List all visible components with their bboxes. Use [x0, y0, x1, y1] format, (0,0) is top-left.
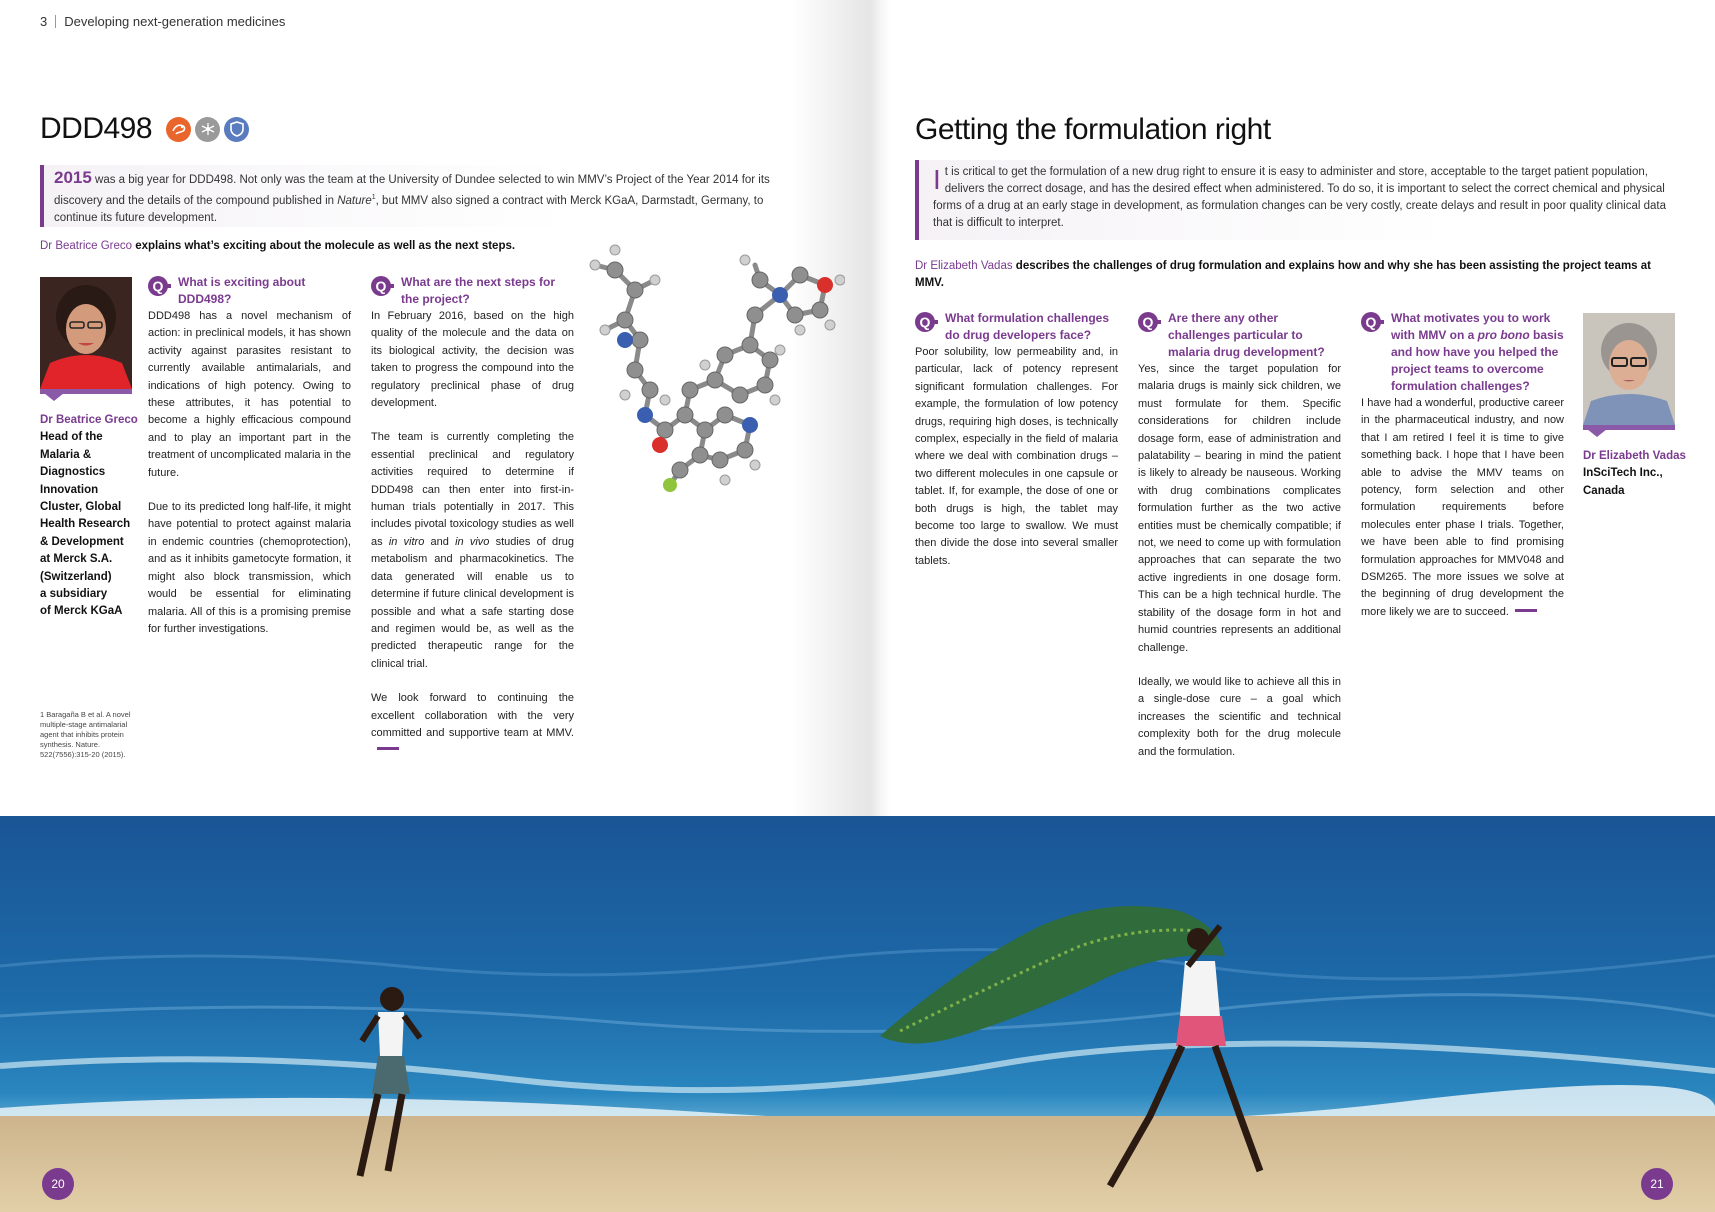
- question-text: What motivates you to work with MMV on a pro bono basis and how have you helped the project teams to overcome formulation challenges?: [1391, 311, 1564, 393]
- answer-paragraph: Due to its predicted long half-life, it might have potential to protect against malaria in endemic countries (chemoprotection), and as it inhibits gametocyte formation, it might also block transmission, which would be essential for eliminating malaria. All of this is a promising premise for further investigations.: [148, 501, 351, 635]
- person-role-line: Cluster, Global: [40, 501, 122, 514]
- footnote: 1 Baragaña B et al. A novel multiple-stage antimalarial agent that inhibits protein synthesis. Nature. 522(7556):315-20 (2015).: [40, 710, 131, 759]
- q-badge-icon: Q: [148, 274, 172, 298]
- beatrice-greco-caption: [40, 412, 140, 621]
- parasite-icon: [166, 117, 191, 142]
- person-role-line: Health Research: [40, 518, 131, 531]
- molecule-illustration: [585, 240, 845, 500]
- portrait-elizabeth-vadas: [1583, 313, 1675, 430]
- beach-photo: [0, 816, 1715, 1212]
- person-role-line: Diagnostics: [40, 466, 106, 479]
- person-role-line: at Merck S.A.: [40, 553, 113, 566]
- q-badge-icon: Q: [915, 310, 939, 334]
- answer-paragraph: I have had a wonderful, productive career in the pharmaceutical industry, and now that I am retired I feel it is time to give something back. I hope that I have been able to advise the MMV teams on potency, form selection and other formulation requirements before molecules enter phase I trials. Together, we have been able to find promising formulation approaches for MMV048 and DSM265. The more issues we solve at the beginning of drug development the more likely we are to succeed.: [1361, 397, 1564, 618]
- answer-paragraph: The team is currently completing the essential preclinical and regulatory activities required to determine if DDD498 can then enter into first-in-human trials potentially in 2017. This includes pivotal toxicology studies as well as in vitro and in vivo studies of drug metabolism and pharmacokinetics. The data generated will enable us to determine if future clinical development is possible and what a safe starting dose and regimen would be, as well as the predicted therapeutic range for the clinical trial.: [371, 431, 574, 670]
- q-badge-icon: Q: [371, 274, 395, 298]
- answer-2: [371, 308, 574, 760]
- end-mark: [377, 747, 399, 750]
- person-name: Dr Elizabeth Vadas: [1583, 450, 1686, 462]
- answer-paragraph: Poor solubility, low permeability and, in particular, lack of potency represent significant formulation challenges. For example, the formulation of low potency drugs, requiring high doses, is technically complex, especially in the field of malaria where we deal with combination drugs – two different molecules in one capsule or tablet. If, for example, the dose of one or both drugs is high, the tablet may become too large to swallow. We must then divide the dose into several smaller tablets.: [915, 346, 1118, 567]
- question-1: [148, 274, 351, 308]
- question-2: [371, 274, 574, 308]
- page-number-left: 20: [42, 1168, 74, 1200]
- answer-1: [148, 308, 351, 638]
- activity-icons: [166, 117, 249, 142]
- question-text: Are there any other challenges particular to malaria drug development?: [1168, 311, 1325, 359]
- left-intro-text: 2015 was a big year for DDD498. Not only was the team at the University of Dundee selected to win MMV’s Project of the Year 2014 for its discovery and the details of the compound published in Nature$^1$, but MMV also signed a contract with Merck KGaA, Darmstadt, Germany, to continue its future development.: [54, 168, 770, 224]
- page-number-right: 21: [1641, 1168, 1673, 1200]
- answer-paragraph: Ideally, we would like to achieve all this in a single-dose cure – a goal which increases the scientific and technical complexity both for the drug molecule and the formulation.: [1138, 675, 1341, 758]
- question-2: [1138, 310, 1341, 361]
- question-text: What is exciting about DDD498?: [178, 275, 306, 306]
- person-role-line: (Switzerland): [40, 570, 112, 583]
- answer-1: [915, 344, 1118, 570]
- person-org-line: Canada: [1583, 484, 1625, 497]
- intro-accent-bar: [40, 165, 44, 227]
- answer-3: [1361, 395, 1564, 621]
- person-name: Dr Beatrice Greco: [40, 414, 138, 426]
- left-page-title: DDD498: [40, 112, 153, 145]
- answer-paragraph: We look forward to continuing the excellent collaboration with the very committed and supportive team at MMV.: [371, 690, 574, 760]
- person-role-line: Head of the: [40, 431, 103, 444]
- portrait-pointer: [44, 393, 64, 401]
- question-3: [1361, 310, 1564, 395]
- right-column-3: [1361, 310, 1564, 638]
- answer-paragraph: DDD498 has a novel mechanism of action: in preclinical models, it has shown activity against parasites resistant to currently available antimalarials, and indications of high potency. Owing to these attributes, it has potential to become a highly efficacious compound and to play an important part in the treatment of uncomplicated malaria in the future.: [148, 310, 351, 479]
- right-subheading: Dr Elizabeth Vadas describes the challenges of drug formulation and explains how and why she has been assisting the project teams at MMV.: [915, 260, 1651, 289]
- person-role-line: Malaria &: [40, 448, 92, 461]
- portrait-pointer: [1587, 429, 1607, 437]
- q-badge-icon: Q: [1138, 310, 1162, 334]
- left-subheading: Dr Beatrice Greco explains what’s exciting about the molecule as well as the next steps.: [40, 240, 516, 252]
- intro-accent-bar: [915, 160, 919, 240]
- right-intro-text: It is critical to get the formulation of a new drug right to ensure it is easy to administer and store, acceptable to the target patient population, delivers the correct dosage, and has the desired effect when administered. To do so, it is important to select the correct chemical and physical forms of a drug at an early stage in development, as formulation changes can be very costly, create delays and result in poor quality clinical data that is difficult to interpret.: [933, 164, 1666, 229]
- left-column-1: [148, 274, 351, 655]
- drop-cap: I: [933, 164, 941, 195]
- header-page: 3: [40, 14, 48, 29]
- end-mark: [1515, 609, 1537, 612]
- answer-paragraph: Yes, since the target population for malaria drugs is mainly sick children, we must formulate for them. Specific considerations for children include dosage form, ease of administration and palatability – bearing in mind the patient is likely to already be nauseous. Working with drug combinations complicates formulation further as the two active entities must be chemically compatible; if not, we need to come up with formulation approaches that can separate the two active ingredients in one dosage form. This can be a high technical hurdle. The stability of the dosage form in hot and humid countries represents an additional challenge.: [1138, 363, 1341, 654]
- person-role-line: Innovation: [40, 483, 99, 496]
- mosquito-icon: [195, 117, 220, 142]
- header-divider: [55, 15, 56, 28]
- right-intro-box: [915, 160, 1675, 240]
- person-org-line: InSciTech Inc.,: [1583, 467, 1663, 480]
- person-role-line: & Development: [40, 535, 124, 548]
- right-page-title: Getting the formulation right: [915, 113, 1271, 146]
- question-1: [915, 310, 1118, 344]
- right-column-1: [915, 310, 1118, 587]
- person-role-line: a subsidiary: [40, 588, 108, 601]
- q-badge-icon: Q: [1361, 310, 1385, 334]
- right-column-2: [1138, 310, 1341, 778]
- left-intro-box: [40, 165, 792, 227]
- left-column-2: [371, 274, 574, 777]
- person-role-line: of Merck KGaA: [40, 605, 123, 618]
- question-text: What are the next steps for the project?: [401, 275, 556, 306]
- header-title: Developing next-generation medicines: [64, 14, 286, 29]
- running-header: [40, 14, 285, 29]
- question-text: What formulation challenges do drug developers face?: [945, 311, 1110, 342]
- answer-paragraph: In February 2016, based on the high quality of the molecule and the data on its biological activity, the decision was taken to progress the compound into the regulatory preclinical phase of drug development.: [371, 310, 574, 410]
- elizabeth-vadas-caption: [1583, 448, 1703, 500]
- portrait-beatrice-greco: [40, 277, 132, 394]
- shield-icon: [224, 117, 249, 142]
- answer-2: [1138, 361, 1341, 761]
- left-title-row: [40, 112, 249, 146]
